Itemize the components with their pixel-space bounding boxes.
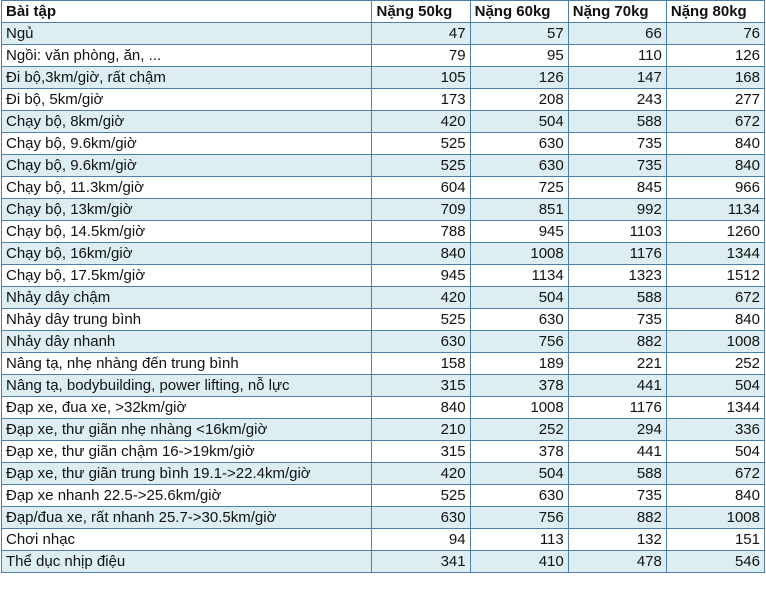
calorie-value-cell: 851 — [470, 199, 568, 221]
table-row — [2, 155, 765, 177]
calorie-value-cell: 546 — [666, 551, 764, 573]
calorie-value-cell: 672 — [666, 287, 764, 309]
exercise-name-cell: Đi bộ, 5km/giờ — [2, 89, 372, 111]
calorie-value-cell: 336 — [666, 419, 764, 441]
calorie-value-cell: 243 — [568, 89, 666, 111]
calorie-value-cell: 113 — [470, 529, 568, 551]
header-exercise: Bài tập — [2, 1, 372, 23]
exercise-name-cell: Chạy bộ, 9.6km/giờ — [2, 133, 372, 155]
header-weight-60: Nặng 60kg — [470, 1, 568, 23]
calorie-value-cell: 420 — [372, 111, 470, 133]
exercise-name-cell: Chạy bộ, 13km/giờ — [2, 199, 372, 221]
calorie-table — [1, 0, 765, 573]
calorie-value-cell: 756 — [470, 507, 568, 529]
calorie-value-cell: 630 — [470, 155, 568, 177]
calorie-value-cell: 1176 — [568, 243, 666, 265]
exercise-name-cell: Đạp xe, thư giãn chậm 16->19km/giờ — [2, 441, 372, 463]
calorie-value-cell: 725 — [470, 177, 568, 199]
calorie-value-cell: 478 — [568, 551, 666, 573]
calorie-value-cell: 672 — [666, 463, 764, 485]
exercise-name-cell: Đạp xe, thư giãn nhẹ nhàng <16km/giờ — [2, 419, 372, 441]
calorie-value-cell: 132 — [568, 529, 666, 551]
table-row — [2, 199, 765, 221]
table-row — [2, 463, 765, 485]
table-row — [2, 221, 765, 243]
calorie-value-cell: 840 — [666, 133, 764, 155]
calorie-value-cell: 158 — [372, 353, 470, 375]
calorie-value-cell: 630 — [470, 309, 568, 331]
calorie-value-cell: 1134 — [666, 199, 764, 221]
calorie-value-cell: 588 — [568, 463, 666, 485]
exercise-name-cell: Ngủ — [2, 23, 372, 45]
calorie-value-cell: 735 — [568, 485, 666, 507]
table-row — [2, 331, 765, 353]
exercise-name-cell: Đạp xe, đua xe, >32km/giờ — [2, 397, 372, 419]
calorie-value-cell: 315 — [372, 441, 470, 463]
calorie-value-cell: 882 — [568, 331, 666, 353]
table-row — [2, 243, 765, 265]
calorie-value-cell: 126 — [666, 45, 764, 67]
calorie-value-cell: 709 — [372, 199, 470, 221]
calorie-value-cell: 504 — [470, 287, 568, 309]
calorie-value-cell: 1103 — [568, 221, 666, 243]
calorie-value-cell: 147 — [568, 67, 666, 89]
calorie-value-cell: 630 — [470, 133, 568, 155]
calorie-value-cell: 441 — [568, 375, 666, 397]
exercise-name-cell: Đạp xe nhanh 22.5->25.6km/giờ — [2, 485, 372, 507]
exercise-name-cell: Chơi nhạc — [2, 529, 372, 551]
calorie-value-cell: 105 — [372, 67, 470, 89]
calorie-value-cell: 630 — [372, 507, 470, 529]
calorie-value-cell: 525 — [372, 309, 470, 331]
header-row — [2, 1, 765, 23]
exercise-name-cell: Thể dục nhịp điệu — [2, 551, 372, 573]
calorie-value-cell: 1134 — [470, 265, 568, 287]
calorie-value-cell: 735 — [568, 155, 666, 177]
table-row — [2, 45, 765, 67]
calorie-value-cell: 840 — [372, 243, 470, 265]
calorie-value-cell: 756 — [470, 331, 568, 353]
table-row — [2, 441, 765, 463]
table-row — [2, 375, 765, 397]
calorie-value-cell: 1008 — [470, 397, 568, 419]
calorie-value-cell: 630 — [372, 331, 470, 353]
table-row — [2, 397, 765, 419]
calorie-value-cell: 840 — [666, 309, 764, 331]
exercise-name-cell: Chạy bộ, 8km/giờ — [2, 111, 372, 133]
calorie-value-cell: 294 — [568, 419, 666, 441]
calorie-value-cell: 57 — [470, 23, 568, 45]
calorie-value-cell: 504 — [666, 375, 764, 397]
calorie-value-cell: 441 — [568, 441, 666, 463]
exercise-name-cell: Chạy bộ, 11.3km/giờ — [2, 177, 372, 199]
exercise-name-cell: Đi bộ,3km/giờ, rất chậm — [2, 67, 372, 89]
calorie-value-cell: 1008 — [470, 243, 568, 265]
calorie-value-cell: 208 — [470, 89, 568, 111]
calorie-value-cell: 504 — [470, 463, 568, 485]
table-row — [2, 23, 765, 45]
calorie-value-cell: 840 — [666, 155, 764, 177]
calorie-value-cell: 341 — [372, 551, 470, 573]
calorie-value-cell: 525 — [372, 155, 470, 177]
exercise-name-cell: Nhảy dây chậm — [2, 287, 372, 309]
exercise-name-cell: Đạp xe, thư giãn trung bình 19.1->22.4km/giờ — [2, 463, 372, 485]
exercise-name-cell: Đạp/đua xe, rất nhanh 25.7->30.5km/giờ — [2, 507, 372, 529]
calorie-value-cell: 315 — [372, 375, 470, 397]
table-row — [2, 67, 765, 89]
calorie-value-cell: 672 — [666, 111, 764, 133]
calorie-value-cell: 945 — [372, 265, 470, 287]
calorie-value-cell: 221 — [568, 353, 666, 375]
calorie-value-cell: 945 — [470, 221, 568, 243]
table-row — [2, 551, 765, 573]
table-row — [2, 89, 765, 111]
table-row — [2, 133, 765, 155]
table-row — [2, 353, 765, 375]
calorie-value-cell: 378 — [470, 441, 568, 463]
calorie-value-cell: 277 — [666, 89, 764, 111]
calorie-value-cell: 504 — [470, 111, 568, 133]
calorie-value-cell: 504 — [666, 441, 764, 463]
exercise-name-cell: Nhảy dây trung bình — [2, 309, 372, 331]
calorie-value-cell: 47 — [372, 23, 470, 45]
table-body — [2, 23, 765, 573]
calorie-value-cell: 95 — [470, 45, 568, 67]
calorie-value-cell: 882 — [568, 507, 666, 529]
calorie-value-cell: 1176 — [568, 397, 666, 419]
table-row — [2, 265, 765, 287]
calorie-value-cell: 525 — [372, 485, 470, 507]
header-weight-70: Nặng 70kg — [568, 1, 666, 23]
table-row — [2, 419, 765, 441]
calorie-value-cell: 840 — [372, 397, 470, 419]
calorie-value-cell: 1323 — [568, 265, 666, 287]
calorie-value-cell: 168 — [666, 67, 764, 89]
calorie-value-cell: 151 — [666, 529, 764, 551]
exercise-name-cell: Chạy bộ, 14.5km/giờ — [2, 221, 372, 243]
exercise-name-cell: Nâng tạ, bodybuilding, power lifting, nỗ lực — [2, 375, 372, 397]
calorie-value-cell: 1512 — [666, 265, 764, 287]
exercise-name-cell: Nhảy dây nhanh — [2, 331, 372, 353]
calorie-value-cell: 1008 — [666, 507, 764, 529]
table-row — [2, 485, 765, 507]
calorie-value-cell: 420 — [372, 463, 470, 485]
calorie-value-cell: 420 — [372, 287, 470, 309]
calorie-value-cell: 735 — [568, 309, 666, 331]
table-row — [2, 287, 765, 309]
calorie-value-cell: 76 — [666, 23, 764, 45]
calorie-value-cell: 1344 — [666, 243, 764, 265]
exercise-name-cell: Nâng tạ, nhẹ nhàng đến trung bình — [2, 353, 372, 375]
header-weight-50: Nặng 50kg — [372, 1, 470, 23]
calorie-value-cell: 1344 — [666, 397, 764, 419]
calorie-value-cell: 252 — [666, 353, 764, 375]
calorie-value-cell: 604 — [372, 177, 470, 199]
exercise-name-cell: Chạy bộ, 9.6km/giờ — [2, 155, 372, 177]
calorie-value-cell: 189 — [470, 353, 568, 375]
calorie-value-cell: 588 — [568, 111, 666, 133]
exercise-name-cell: Chạy bộ, 17.5km/giờ — [2, 265, 372, 287]
calorie-value-cell: 410 — [470, 551, 568, 573]
calorie-value-cell: 1008 — [666, 331, 764, 353]
calorie-value-cell: 735 — [568, 133, 666, 155]
header-weight-80: Nặng 80kg — [666, 1, 764, 23]
calorie-value-cell: 630 — [470, 485, 568, 507]
calorie-value-cell: 840 — [666, 485, 764, 507]
exercise-name-cell: Chạy bộ, 16km/giờ — [2, 243, 372, 265]
calorie-value-cell: 525 — [372, 133, 470, 155]
table-row — [2, 507, 765, 529]
table-row — [2, 111, 765, 133]
calorie-value-cell: 79 — [372, 45, 470, 67]
calorie-value-cell: 252 — [470, 419, 568, 441]
calorie-value-cell: 173 — [372, 89, 470, 111]
calorie-value-cell: 845 — [568, 177, 666, 199]
exercise-name-cell: Ngồi: văn phòng, ăn, ... — [2, 45, 372, 67]
calorie-value-cell: 1260 — [666, 221, 764, 243]
calorie-value-cell: 378 — [470, 375, 568, 397]
calorie-value-cell: 210 — [372, 419, 470, 441]
table-row — [2, 177, 765, 199]
table-row — [2, 309, 765, 331]
table-row — [2, 529, 765, 551]
calorie-value-cell: 66 — [568, 23, 666, 45]
calorie-value-cell: 966 — [666, 177, 764, 199]
calorie-value-cell: 788 — [372, 221, 470, 243]
calorie-value-cell: 126 — [470, 67, 568, 89]
calorie-value-cell: 110 — [568, 45, 666, 67]
calorie-value-cell: 992 — [568, 199, 666, 221]
calorie-value-cell: 588 — [568, 287, 666, 309]
calorie-value-cell: 94 — [372, 529, 470, 551]
